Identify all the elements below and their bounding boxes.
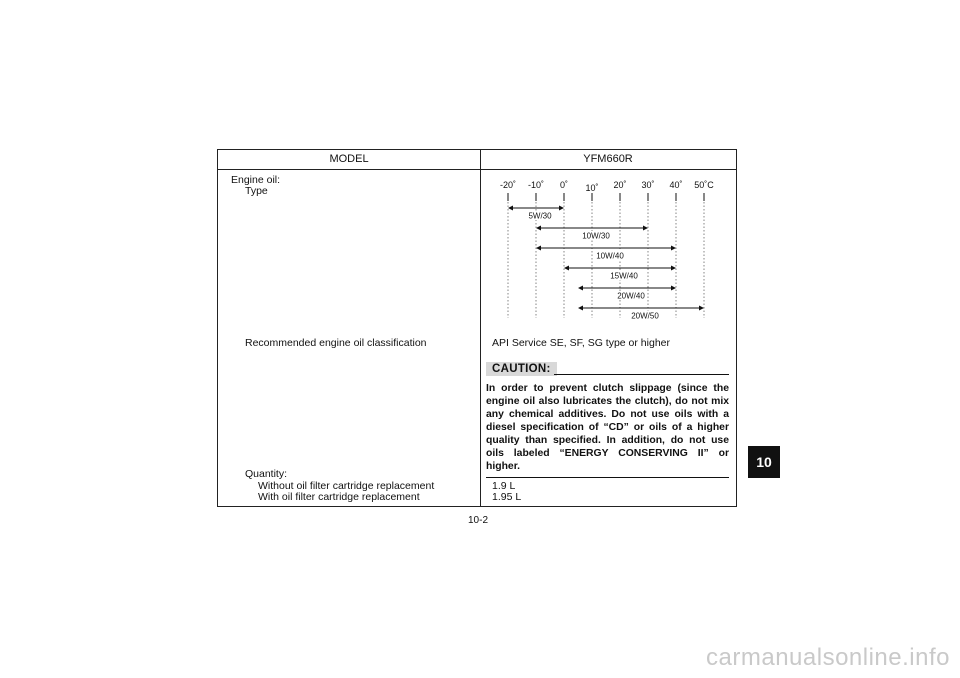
section-tab: 10 [748,446,780,478]
column-divider [480,150,481,506]
arrow-left-icon [536,226,541,231]
arrow-left-icon [564,266,569,271]
arrow-right-icon [559,206,564,211]
caution-bottom-rule [486,477,729,478]
arrow-left-icon [536,246,541,251]
arrow-right-icon [671,286,676,291]
classification-label: Recommended engine oil classification [245,337,427,349]
page-number: 10-2 [468,515,489,526]
arrow-right-icon [699,306,704,311]
viscosity-chart [488,178,733,320]
with-filter-label: With oil filter cartridge replacement [258,491,420,503]
grade-label: 10W/30 [582,231,610,241]
grade-label: 20W/50 [631,311,659,320]
engine-oil-label: Engine oil: [231,174,281,186]
arrow-right-icon [671,266,676,271]
temp-label: 40˚ [669,180,683,190]
grade-label: 15W/40 [610,271,638,281]
temp-label: 50˚C [694,180,714,190]
caution-box [486,362,729,478]
spec-table [217,149,737,507]
model-header: MODEL [329,153,369,165]
temp-label: 0˚ [559,180,569,190]
arrow-right-icon [643,226,648,231]
arrow-left-icon [578,286,583,291]
caution-label: CAUTION: [486,362,557,376]
caution-text: In order to prevent clutch slippage (since the engine oil also lubricates the clutch), do not mix any chemical additives. Do not use oils with a diesel specification of “CD” or oils of a higher quality than specified. In addition, do not use oils labeled “ENERGY CONSERVING II” or higher. [486,383,729,472]
type-label: Type [245,185,268,197]
temp-label: 30˚ [641,180,655,190]
temp-label: 10˚ [585,183,599,193]
classification-value: API Service SE, SF, SG type or higher [492,337,670,349]
quantity-label: Quantity: [245,468,288,480]
header-divider [218,169,736,170]
temp-label: 20˚ [613,180,627,190]
temp-label: -20˚ [499,180,517,190]
watermark: carmanualsonline.info [706,644,950,671]
model-value-header: YFM660R [583,153,633,165]
temp-label: -10˚ [527,180,545,190]
arrow-left-icon [578,306,583,311]
without-filter-label: Without oil filter cartridge replacement [258,480,435,492]
arrow-right-icon [671,246,676,251]
with-filter-value: 1.95 L [492,491,522,503]
grade-label: 10W/40 [596,251,624,261]
grade-label: 20W/40 [617,291,645,301]
caution-top-rule [554,374,729,375]
grade-label: 5W/30 [528,211,552,221]
without-filter-value: 1.9 L [492,480,516,492]
arrow-left-icon [508,206,513,211]
